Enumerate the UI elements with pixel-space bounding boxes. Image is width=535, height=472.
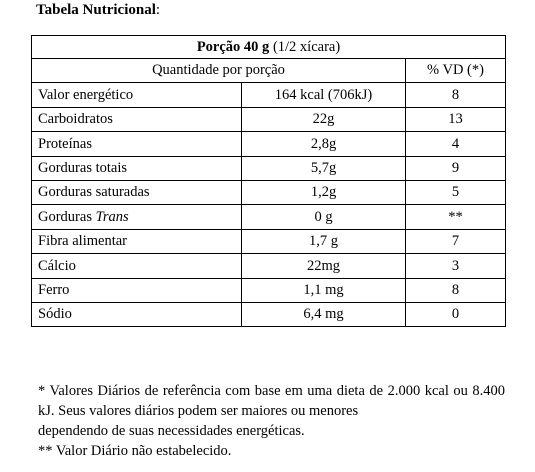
table-row	[32, 205, 506, 229]
table-row	[32, 302, 506, 326]
nutrient-amount: 1,1 mg	[242, 278, 406, 302]
table-row	[32, 180, 506, 204]
table-row	[32, 278, 506, 302]
nutrient-vd: 4	[406, 132, 506, 156]
table-row	[32, 83, 506, 107]
nutrient-name: Ferro	[32, 278, 242, 302]
portion-cell	[32, 36, 506, 59]
nutrient-name: Gorduras totais	[32, 156, 242, 180]
header-vd: % VD (*)	[406, 59, 506, 83]
nutrient-vd: 3	[406, 254, 506, 278]
table-row	[32, 107, 506, 131]
footnotes	[38, 381, 505, 461]
nutrient-amount: 5,7g	[242, 156, 406, 180]
table-row	[32, 132, 506, 156]
nutrient-name: Sódio	[32, 302, 242, 326]
footnote-not-established: ** Valor Diário não estabelecido.	[38, 443, 232, 459]
nutrient-amount: 1,7 g	[242, 229, 406, 253]
nutrient-amount: 22mg	[242, 254, 406, 278]
footnote-line-1: * Valores Diários de referência com base em uma dieta de 2.000 kcal	[38, 383, 449, 399]
header-quantity: Quantidade por porção	[32, 59, 406, 83]
nutrient-name-italic: Trans	[95, 208, 129, 225]
nutrient-name: Cálcio	[32, 254, 242, 278]
nutrient-vd: **	[406, 205, 506, 229]
nutrient-name: Gorduras saturadas	[32, 180, 242, 204]
footnote-daily-values	[38, 381, 505, 441]
table-title-colon: :	[155, 2, 161, 18]
nutrient-name: Carboidratos	[32, 107, 242, 131]
table-row	[32, 156, 506, 180]
nutrient-vd: 9	[406, 156, 506, 180]
table-row	[32, 254, 506, 278]
nutrient-name-text: Gorduras	[38, 208, 92, 225]
nutrient-amount: 0 g	[242, 205, 406, 229]
portion-detail: (1/2 xícara)	[272, 38, 341, 55]
footnote-line-2: ou 8.400 kJ. Seus valores diários podem ser maiores ou menores	[38, 383, 506, 419]
nutrient-vd: 8	[406, 83, 506, 107]
nutrient-amount: 22g	[242, 107, 406, 131]
table-row	[32, 229, 506, 253]
nutrient-vd: 8	[406, 278, 506, 302]
header-row	[32, 59, 506, 83]
nutrition-table	[31, 35, 506, 327]
portion-label: Porção 40 g	[196, 38, 270, 55]
nutrient-name: Fibra alimentar	[32, 229, 242, 253]
nutrient-name: Valor energético	[32, 83, 242, 107]
nutrient-name: Proteínas	[32, 132, 242, 156]
table-title-text: Tabela Nutricional	[36, 2, 156, 18]
nutrient-amount: 6,4 mg	[242, 302, 406, 326]
nutrient-amount: 2,8g	[242, 132, 406, 156]
footnote-line-3: dependendo de suas necessidades energéticas.	[38, 423, 305, 439]
nutrient-vd: 7	[406, 229, 506, 253]
nutrient-vd: 0	[406, 302, 506, 326]
nutrient-name	[32, 205, 242, 229]
nutrient-amount: 164 kcal (706kJ)	[242, 83, 406, 107]
nutrient-amount: 1,2g	[242, 180, 406, 204]
nutrient-vd: 5	[406, 180, 506, 204]
portion-row	[32, 36, 506, 59]
nutrient-vd: 13	[406, 107, 506, 131]
table-title	[36, 2, 160, 19]
